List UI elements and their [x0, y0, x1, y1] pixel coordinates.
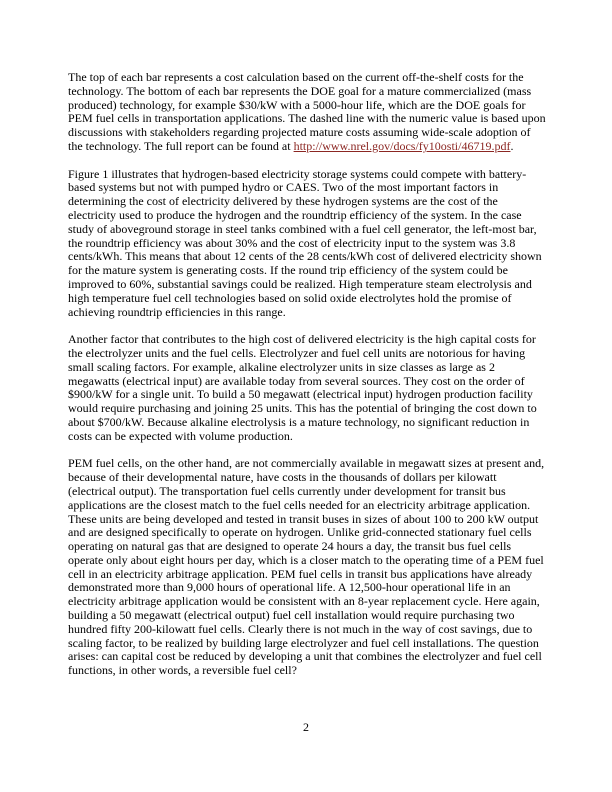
paragraph-bar-cost-explanation — [68, 71, 546, 154]
page-content — [68, 71, 546, 678]
nrel-report-link[interactable]: http://www.nrel.gov/docs/fy10osti/46719.pdf — [293, 138, 511, 153]
paragraph-text-after-link: . — [510, 138, 514, 153]
paragraph-pem-fuel-cells: PEM fuel cells, on the other hand, are not commercially available in megawatt sizes at present and, because of their developmental nature, have costs in the thousands of dollars per kilowatt (electrical output). The transportation fuel cells currently under development for transit bus applications are the closest match to the fuel cells needed for an electricity arbitrage application. These units are being developed and tested in transit buses in sizes of about 100 to 200 kW output and are designed specifically to operate on hydrogen. Unlike grid-connected stationary fuel cells operating on natural gas that are designed to operate 24 hours a day, the transit bus fuel cells operate only about eight hours per day, which is a closer match to the operating time of a PEM fuel cell in an electricity arbitrage application. PEM fuel cells in transit bus applications have already demonstrated more than 9,000 hours of operational life. A 12,500-hour operational life in an electricity arbitrage application would be consistent with an 8-year replacement cycle. Here again, building a 50 megawatt (electrical output) fuel cell installation would require purchasing two hundred fifty 200-kilowatt fuel cells. Clearly there is not much in the way of cost savings, due to scaling factor, to be realized by building large electrolyzer and fuel cell installations. The question arises: can capital cost be reduced by developing a unit that combines the electrolyzer and fuel cell functions, in other words, a reversible fuel cell? — [68, 456, 545, 678]
paragraph-figure1-analysis: Figure 1 illustrates that hydrogen-based electricity storage systems could compete with battery-based systems but not with pumped hydro or CAES. Two of the most important factors in determining the cost of electricity delivered by these hydrogen systems are the cost of the electricity used to produce the hydrogen and the roundtrip efficiency of the system. In the case study of aboveground storage in steel tanks combined with a fuel cell generator, the left-most bar, the roundtrip efficiency was about 30% and the cost of electricity input to the system was 3.8 cents/kWh. This means that about 12 cents of the 28 cents/kWh cost of delivered electricity shown for the mature system is generating costs. If the round trip efficiency of the system could be improved to 60%, substantial savings could be realized. High temperature steam electrolysis and high temperature fuel cell technologies based on solid oxide electrolytes hold the promise of achieving roundtrip efficiencies in this range. — [68, 166, 542, 319]
paragraph-text-before-link: The top of each bar represents a cost calculation based on the current off-the-shelf costs for the technology. The bottom of each bar represents the DOE goal for a mature commercialized (mass produced) technology, for example $30/kW with a 5000-hour life, which are the DOE goals for PEM fuel cells in transportation applications. The dashed line with the numeric value is based upon discussions with stakeholders regarding projected mature costs assuming wide-scale adoption of the technology. The full report can be found at — [68, 70, 546, 153]
paragraph-capital-costs: Another factor that contributes to the high cost of delivered electricity is the high capital costs for the electrolyzer units and the fuel cells. Electrolyzer and fuel cell units are notorious for having small scaling factors. For example, alkaline electrolyzer units in size classes as large as 2 megawatts (electrical input) are available today from several sources. They cost on the order of $900/kW for a single unit. To build a 50 megawatt (electrical input) hydrogen production facility would require purchasing and joining 25 units. This has the potential of bringing the cost down to about $700/kW. Because alkaline electrolysis is a mature technology, no significant reduction in costs can be expected with volume production. — [68, 332, 537, 443]
page-number: 2 — [303, 720, 309, 734]
